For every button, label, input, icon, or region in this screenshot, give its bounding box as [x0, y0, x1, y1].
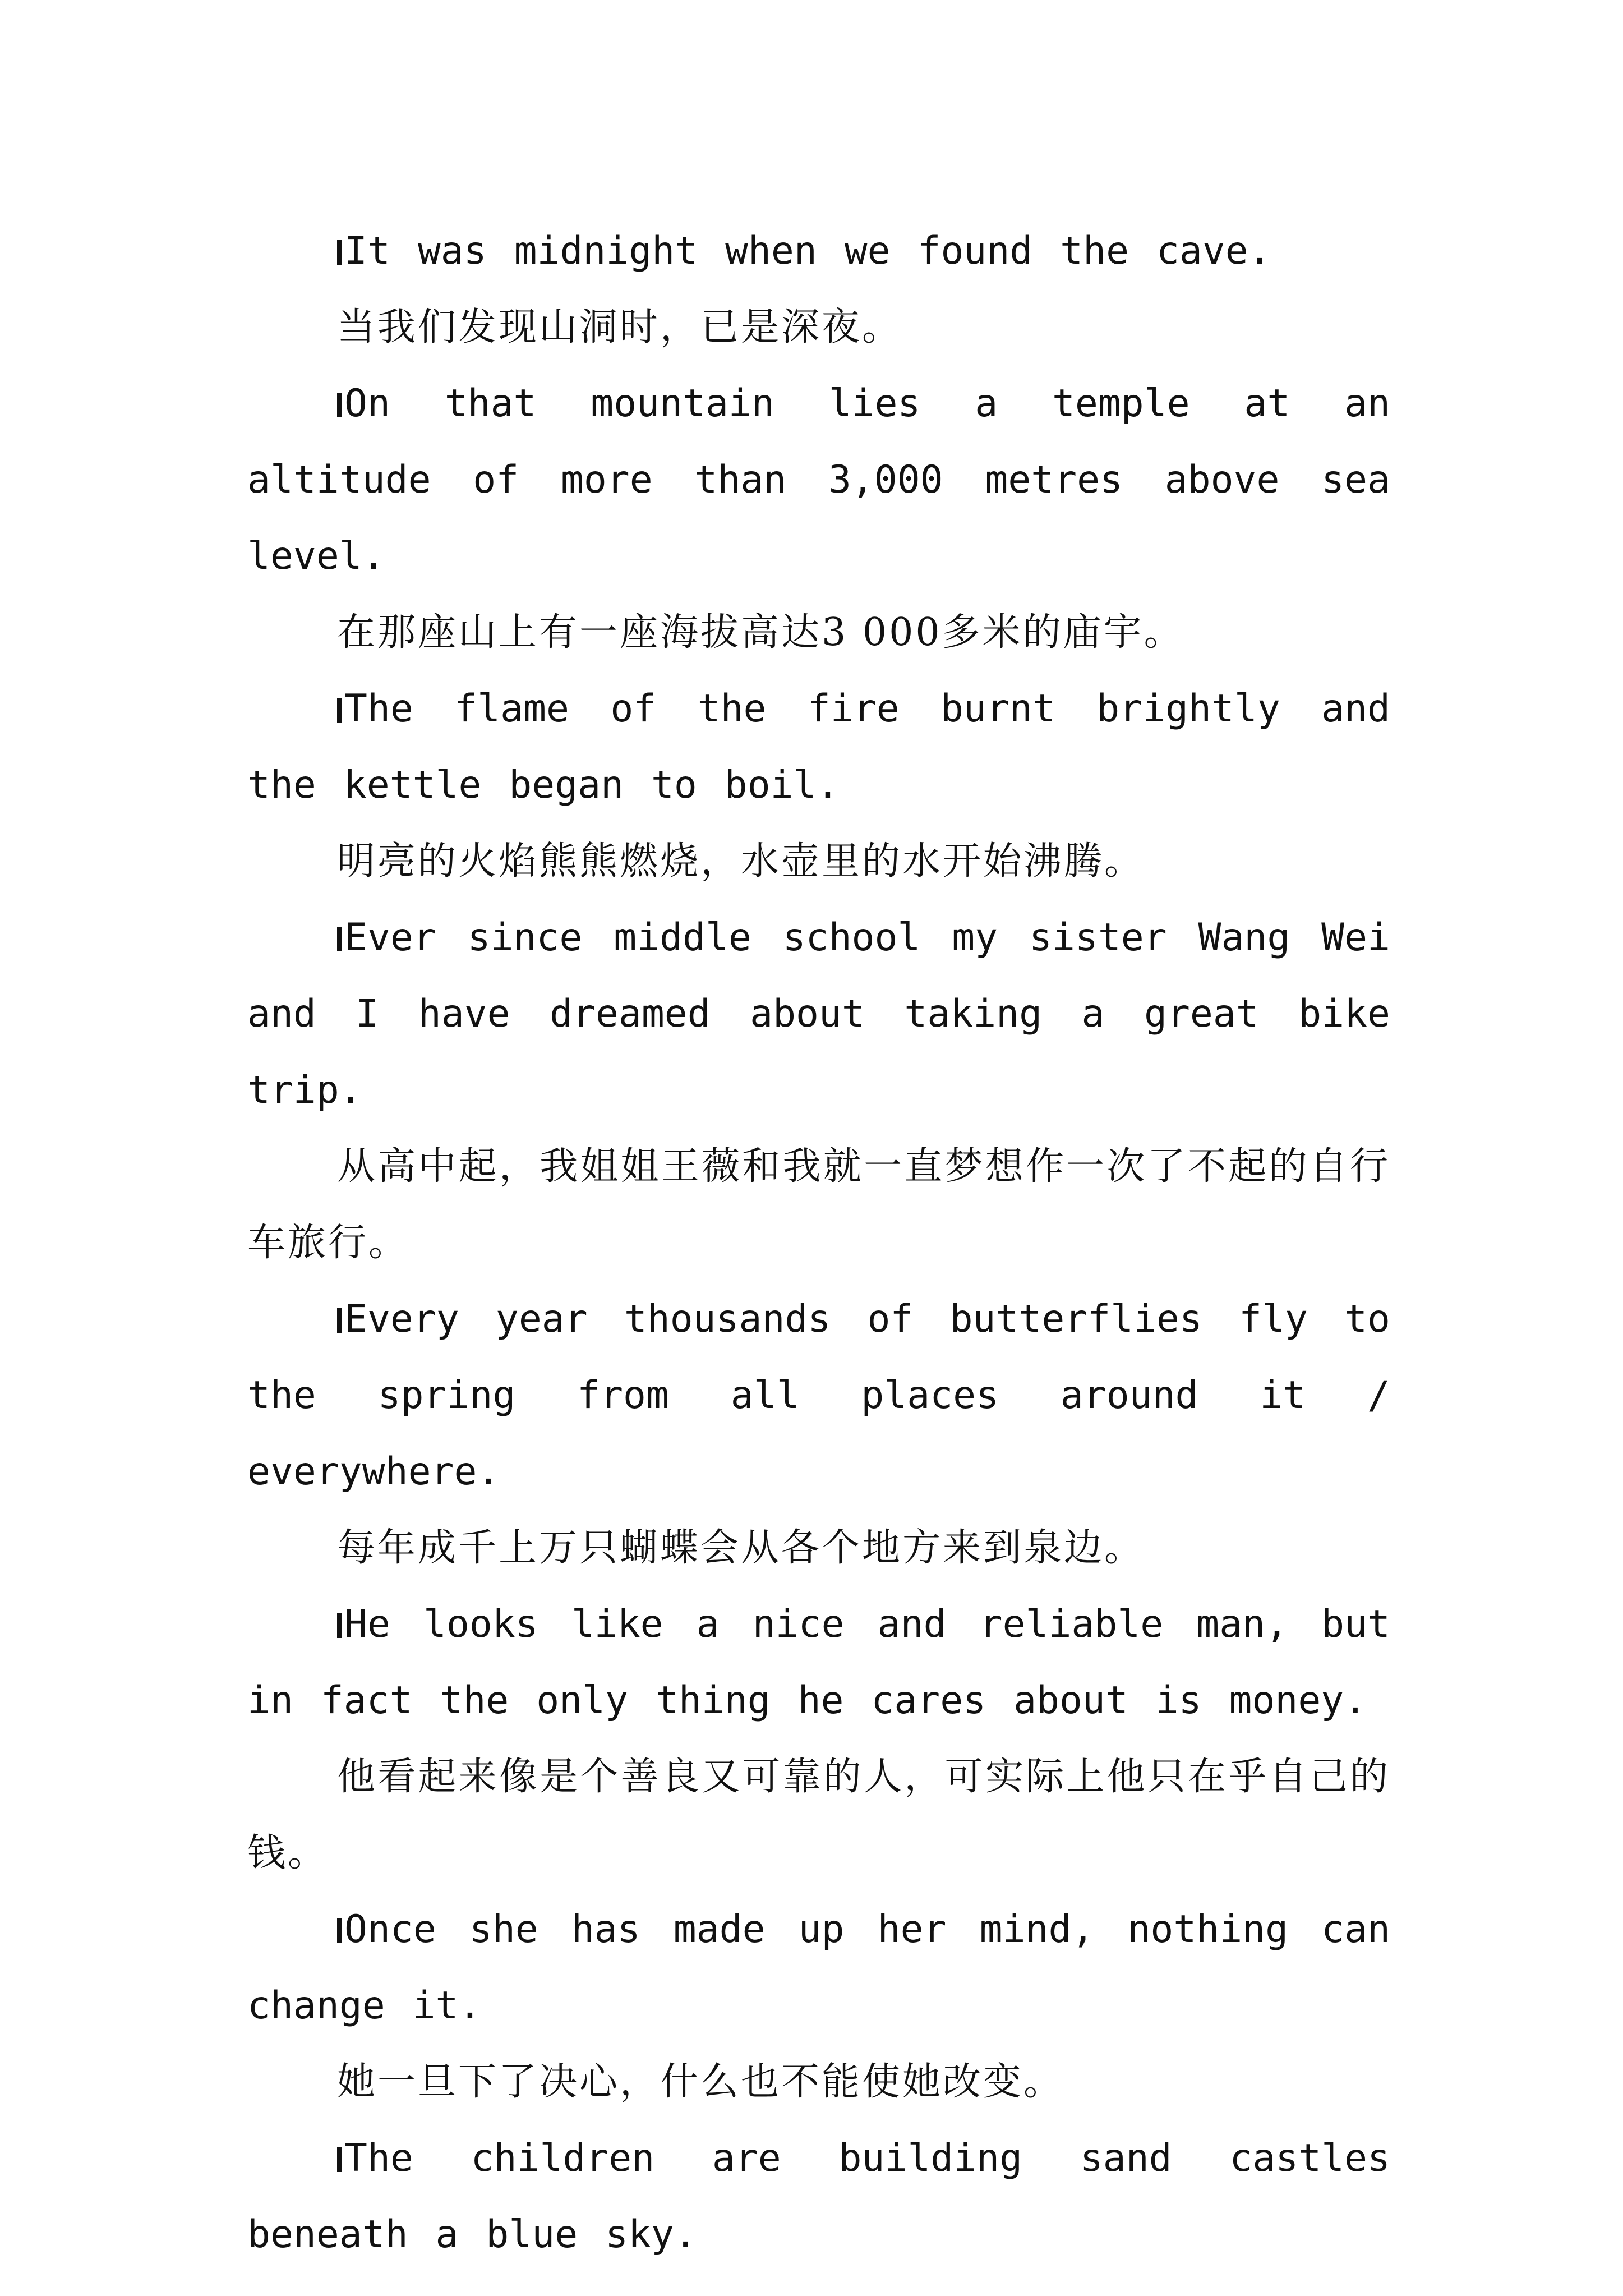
english-sentence	[247, 366, 1390, 595]
bullet-bar-icon	[337, 1308, 342, 1333]
bullet-bar-icon	[337, 698, 342, 723]
chinese-translation: 明亮的火焰熊熊燃烧，水壶里的水开始沸腾。	[337, 839, 1145, 884]
bullet-bar-icon	[337, 927, 342, 951]
chinese-translation: 在那座山上有一座海拔高达3 000多米的庙宇。	[337, 610, 1184, 655]
english-sentence-text: It was midnight when we found the cave.	[344, 229, 1271, 273]
bullet-bar-icon	[337, 2147, 342, 2172]
chinese-translation: 每年成千上万只蝴蝶会从各个地方来到泉边。	[337, 1526, 1145, 1570]
english-sentence	[247, 1281, 1390, 1510]
english-sentence	[247, 671, 1390, 823]
english-sentence-text: He looks like a nice and reliable man, but in fact the only thing he cares about is money.	[247, 1602, 1390, 1723]
chinese-translation: 他看起来像是个善良又可靠的人，可实际上他只在乎自己的钱。	[247, 1755, 1390, 1875]
bullet-bar-icon	[337, 1918, 342, 1943]
bullet-bar-icon	[337, 1613, 342, 1638]
english-sentence	[247, 1586, 1390, 1739]
bullet-bar-icon	[337, 393, 342, 417]
english-sentence-text: The flame of the fire burnt brightly and the kettle began to boil.	[247, 687, 1390, 807]
chinese-translation: 从高中起，我姐姐王薇和我就一直梦想作一次了不起的自行车旅行。	[247, 1144, 1390, 1265]
english-sentence-text: Ever since middle school my sister Wang Wei and I have dreamed about taking a great bike trip.	[247, 915, 1390, 1112]
bullet-bar-icon	[337, 240, 342, 265]
english-sentence-text: Every year thousands of butterflies fly to the spring from all places around it / everywhere.	[247, 1297, 1390, 1494]
english-sentence	[247, 1892, 1390, 2044]
english-sentence	[247, 213, 1390, 289]
chinese-translation: 当我们发现山洞时，已是深夜。	[337, 305, 903, 349]
english-sentence	[247, 2120, 1390, 2273]
chinese-translation: 她一旦下了决心，什么也不能使她改变。	[337, 2060, 1064, 2104]
english-sentence	[247, 900, 1390, 1129]
english-sentence-text: On that mountain lies a temple at an altitude of more than 3,000 metres above sea level.	[247, 381, 1390, 578]
english-sentence-text: Once she has made up her mind, nothing can change it.	[247, 1907, 1390, 2028]
document-body	[247, 213, 1390, 2273]
english-sentence-text: The children are building sand castles beneath a blue sky.	[247, 2136, 1390, 2257]
